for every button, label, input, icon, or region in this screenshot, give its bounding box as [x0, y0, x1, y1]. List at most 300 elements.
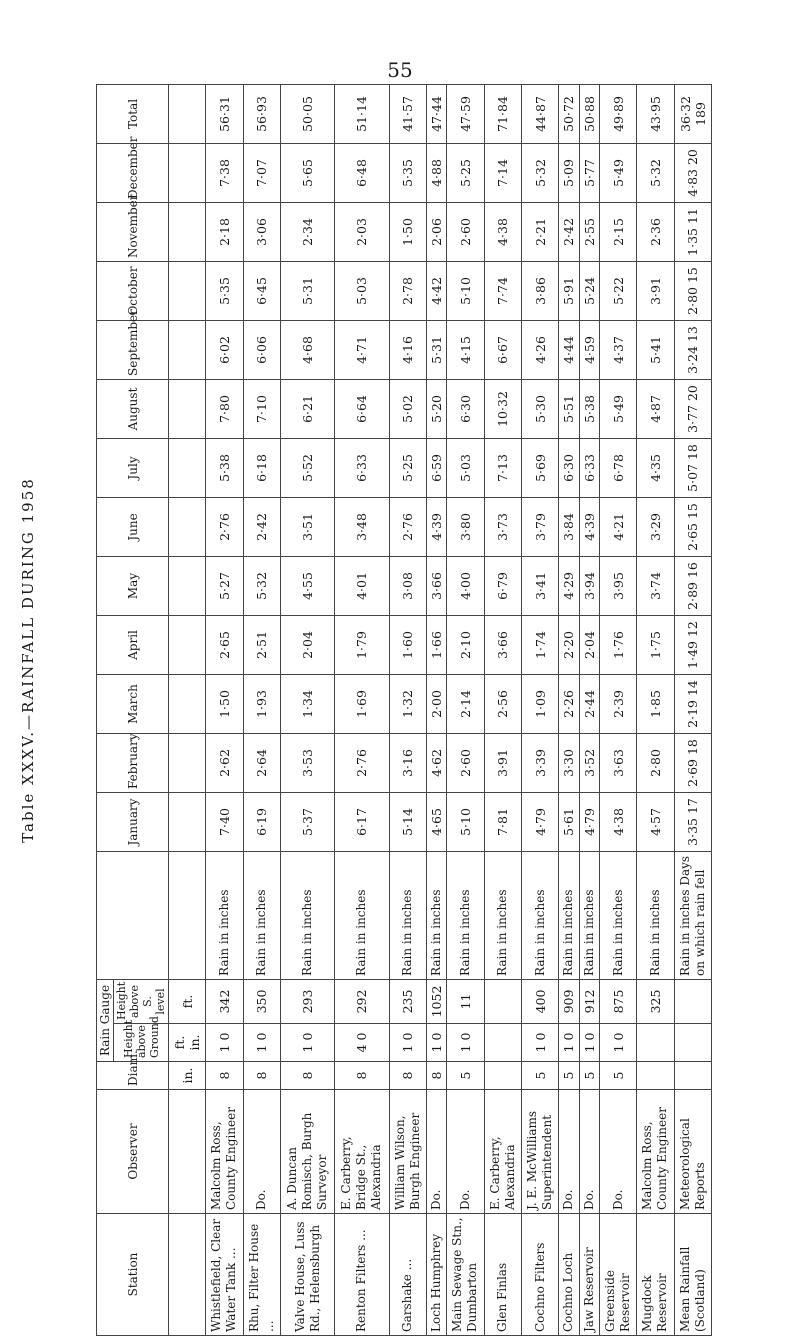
- table-row: [447, 84, 484, 1335]
- desc-cell: Rain in inches: [389, 851, 426, 979]
- diam-cell: 8: [335, 1062, 389, 1090]
- rainfall-value-cell: 2·34: [280, 202, 334, 261]
- rainfall-value-cell: 3·41: [521, 556, 558, 615]
- table-row: [426, 84, 446, 1335]
- height-ground-cell: 1 0: [243, 1024, 280, 1062]
- rainfall-value-cell: 6·59: [426, 438, 446, 497]
- rainfall-value-cell: 2·03: [335, 202, 389, 261]
- rainfall-value-cell: 5·41: [637, 320, 674, 379]
- diam-cell: [637, 1062, 674, 1090]
- rainfall-value-cell: 49·89: [599, 84, 636, 143]
- rainfall-value-cell: 10·32: [484, 379, 521, 438]
- rainfall-value-cell: 6·17: [335, 792, 389, 851]
- height-sea-cell: 1052: [426, 979, 446, 1023]
- header-height-ground: Height above Ground: [114, 1024, 169, 1062]
- observer-cell: Do.: [599, 1090, 636, 1214]
- rainfall-value-cell: 5·38: [206, 438, 243, 497]
- desc-cell: Rain in inches: [243, 851, 280, 979]
- rainfall-value-cell: 51·14: [335, 84, 389, 143]
- rainfall-value-cell: 5·31: [426, 320, 446, 379]
- rainfall-value-cell: 2·15: [599, 202, 636, 261]
- height-sea-cell: 400: [521, 979, 558, 1023]
- rainfall-value-cell: 6·48: [335, 143, 389, 202]
- rainfall-value-cell: 4·88: [426, 143, 446, 202]
- rainfall-value-cell: 1·34: [280, 674, 334, 733]
- height-ground-cell: 1 0: [599, 1024, 636, 1062]
- height-sea-cell: 292: [335, 979, 389, 1023]
- rainfall-value-cell: 4·55: [280, 556, 334, 615]
- height-sea-cell: 342: [206, 979, 243, 1023]
- rainfall-value-cell: 1·50: [389, 202, 426, 261]
- header-month: Total: [97, 84, 169, 143]
- header-observer: Observer: [97, 1090, 169, 1214]
- rainfall-value-cell: 2·20: [559, 615, 579, 674]
- rainfall-value-cell: 56·93: [243, 84, 280, 143]
- rainfall-value-cell: 1·79: [335, 615, 389, 674]
- rainfall-value-cell: 2·39: [599, 674, 636, 733]
- observer-cell: Meteorological Reports: [674, 1090, 711, 1214]
- rainfall-value-cell: 2·42: [559, 202, 579, 261]
- rainfall-value-cell: 5·10: [447, 792, 484, 851]
- table-title: Table XXXV.—RAINFALL DURING 1958: [19, 477, 37, 843]
- rainfall-value-cell: 5·10: [447, 261, 484, 320]
- height-ground-cell: 1 0: [559, 1024, 579, 1062]
- rainfall-value-cell: 6·33: [579, 438, 599, 497]
- observer-cell: Do.: [243, 1090, 280, 1214]
- rainfall-value-cell: 4·26: [521, 320, 558, 379]
- header-month: November: [97, 202, 169, 261]
- diam-cell: [674, 1062, 711, 1090]
- station-cell: Cochno Loch: [559, 1214, 579, 1336]
- rainfall-value-cell: 7·74: [484, 261, 521, 320]
- desc-cell: Rain in inches: [579, 851, 599, 979]
- height-ground-cell: 1 0: [280, 1024, 334, 1062]
- rainfall-value-cell: 1·69: [335, 674, 389, 733]
- diam-cell: 5: [579, 1062, 599, 1090]
- header-month: July: [97, 438, 169, 497]
- rainfall-value-cell: 5·25: [447, 143, 484, 202]
- rainfall-value-cell: 50·05: [280, 84, 334, 143]
- rainfall-value-cell: 4·39: [579, 497, 599, 556]
- rainfall-value-cell: 2·04: [280, 615, 334, 674]
- rainfall-value-cell: 1·74: [521, 615, 558, 674]
- height-ground-cell: [637, 1024, 674, 1062]
- rainfall-value-cell: 5·91: [559, 261, 579, 320]
- table-row: [579, 84, 599, 1335]
- rainfall-value-cell: 7·38: [206, 143, 243, 202]
- rainfall-value-cell: 5·14: [389, 792, 426, 851]
- rainfall-value-cell: 2·56: [484, 674, 521, 733]
- rainfall-value-cell: 2·19 14: [674, 674, 711, 733]
- header-month: December: [97, 143, 169, 202]
- station-cell: Whistlefield, Clear Water Tank ...: [206, 1214, 243, 1336]
- rainfall-value-cell: 2·69 18: [674, 733, 711, 792]
- desc-cell: Rain in inches: [280, 851, 334, 979]
- rainfall-value-cell: 2·06: [426, 202, 446, 261]
- rainfall-value-cell: 3·73: [484, 497, 521, 556]
- rainfall-value-cell: 3·52: [579, 733, 599, 792]
- rainfall-value-cell: 6·64: [335, 379, 389, 438]
- rainfall-value-cell: 4·57: [637, 792, 674, 851]
- table-row: [674, 84, 711, 1335]
- rainfall-value-cell: 1·09: [521, 674, 558, 733]
- rainfall-value-cell: 1·50: [206, 674, 243, 733]
- station-cell: Valve House, Luss Rd., Helensburgh: [280, 1214, 334, 1336]
- height-ground-cell: 1 0: [579, 1024, 599, 1062]
- rainfall-value-cell: 3·95: [599, 556, 636, 615]
- height-ground-cell: 4 0: [335, 1024, 389, 1062]
- header-height-sea: Height above S. level: [114, 979, 169, 1023]
- station-cell: Greenside Reservoir: [599, 1214, 636, 1336]
- rainfall-value-cell: 3·66: [426, 556, 446, 615]
- rainfall-value-cell: 5·37: [280, 792, 334, 851]
- rainfall-value-cell: 2·21: [521, 202, 558, 261]
- rainfall-value-cell: 36·32 189: [674, 84, 711, 143]
- rainfall-value-cell: 1·93: [243, 674, 280, 733]
- desc-cell: Rain in inches: [426, 851, 446, 979]
- rainfall-value-cell: 4·68: [280, 320, 334, 379]
- rainfall-value-cell: 5·02: [389, 379, 426, 438]
- station-cell: Mean Rainfall (Scotland): [674, 1214, 711, 1336]
- rainfall-value-cell: 2·76: [389, 497, 426, 556]
- rainfall-value-cell: 3·63: [599, 733, 636, 792]
- rainfall-value-cell: 2·62: [206, 733, 243, 792]
- observer-cell: Do.: [579, 1090, 599, 1214]
- rainfall-value-cell: 7·80: [206, 379, 243, 438]
- rainfall-value-cell: 4·42: [426, 261, 446, 320]
- unit-diam: in.: [169, 1062, 206, 1090]
- height-ground-cell: 1 0: [447, 1024, 484, 1062]
- desc-cell: Rain in inches: [637, 851, 674, 979]
- rainfall-value-cell: 4·87: [637, 379, 674, 438]
- rainfall-value-cell: 5·27: [206, 556, 243, 615]
- rainfall-value-cell: 5·09: [559, 143, 579, 202]
- desc-cell: Rain in inches Days on which rain fell: [674, 851, 711, 979]
- rainfall-value-cell: 3·06: [243, 202, 280, 261]
- station-cell: Rhu, Filter House ...: [243, 1214, 280, 1336]
- rainfall-value-cell: 3·51: [280, 497, 334, 556]
- rainfall-value-cell: 3·48: [335, 497, 389, 556]
- rainfall-value-cell: 3·66: [484, 615, 521, 674]
- rainfall-value-cell: 4·21: [599, 497, 636, 556]
- rainfall-value-cell: 7·13: [484, 438, 521, 497]
- station-cell: Cochno Filters: [521, 1214, 558, 1336]
- rainfall-value-cell: 47·44: [426, 84, 446, 143]
- header-month: January: [97, 792, 169, 851]
- rainfall-value-cell: 2·44: [579, 674, 599, 733]
- observer-cell: E. Carberry, Alexandria: [484, 1090, 521, 1214]
- rainfall-value-cell: 2·10: [447, 615, 484, 674]
- desc-cell: Rain in inches: [206, 851, 243, 979]
- height-ground-cell: 1 0: [206, 1024, 243, 1062]
- station-cell: Mugdock Reservoir: [637, 1214, 674, 1336]
- desc-cell: Rain in inches: [447, 851, 484, 979]
- rainfall-value-cell: 6·79: [484, 556, 521, 615]
- rainfall-value-cell: 2·60: [447, 733, 484, 792]
- diam-cell: 8: [243, 1062, 280, 1090]
- height-sea-cell: 909: [559, 979, 579, 1023]
- height-ground-cell: 1 0: [389, 1024, 426, 1062]
- desc-cell: Rain in inches: [521, 851, 558, 979]
- rainfall-value-cell: 2·14: [447, 674, 484, 733]
- rainfall-value-cell: 2·36: [637, 202, 674, 261]
- header-month: March: [97, 674, 169, 733]
- rainfall-table-container: [96, 84, 712, 1336]
- rainfall-value-cell: 4·37: [599, 320, 636, 379]
- rainfall-value-cell: 6·06: [243, 320, 280, 379]
- rainfall-value-cell: 5·65: [280, 143, 334, 202]
- rainfall-value-cell: 2·65 15: [674, 497, 711, 556]
- rainfall-value-cell: 5·51: [559, 379, 579, 438]
- rainfall-value-cell: 50·88: [579, 84, 599, 143]
- header-month: June: [97, 497, 169, 556]
- height-sea-cell: 350: [243, 979, 280, 1023]
- station-cell: Main Sewage Stn., Dumbarton: [447, 1214, 484, 1336]
- diam-cell: 8: [426, 1062, 446, 1090]
- table-row: [243, 84, 280, 1335]
- rainfall-value-cell: 2·80: [637, 733, 674, 792]
- rainfall-value-cell: 5·49: [599, 379, 636, 438]
- diam-cell: 5: [447, 1062, 484, 1090]
- station-cell: Glen Finlas: [484, 1214, 521, 1336]
- rainfall-value-cell: 4·38: [484, 202, 521, 261]
- table-row: [521, 84, 558, 1335]
- rainfall-value-cell: 3·74: [637, 556, 674, 615]
- rainfall-value-cell: 2·80 15: [674, 261, 711, 320]
- rainfall-value-cell: 3·29: [637, 497, 674, 556]
- rainfall-value-cell: 2·55: [579, 202, 599, 261]
- table-row: [637, 84, 674, 1335]
- rainfall-value-cell: 2·76: [335, 733, 389, 792]
- page-number: 55: [387, 58, 413, 82]
- rainfall-value-cell: 47·59: [447, 84, 484, 143]
- desc-cell: Rain in inches: [335, 851, 389, 979]
- rainfall-value-cell: 5·20: [426, 379, 446, 438]
- rainfall-value-cell: 71·84: [484, 84, 521, 143]
- header-month: May: [97, 556, 169, 615]
- rainfall-value-cell: 6·18: [243, 438, 280, 497]
- rainfall-value-cell: 5·03: [335, 261, 389, 320]
- rainfall-value-cell: 4·38: [599, 792, 636, 851]
- rainfall-value-cell: 6·30: [447, 379, 484, 438]
- rainfall-value-cell: 1·75: [637, 615, 674, 674]
- desc-cell: Rain in inches: [559, 851, 579, 979]
- rainfall-value-cell: 1·85: [637, 674, 674, 733]
- rainfall-value-cell: 4·62: [426, 733, 446, 792]
- rainfall-value-cell: 6·02: [206, 320, 243, 379]
- rainfall-value-cell: 5·22: [599, 261, 636, 320]
- table-row: [335, 84, 389, 1335]
- rainfall-value-cell: 1·76: [599, 615, 636, 674]
- rainfall-value-cell: 5·32: [637, 143, 674, 202]
- table-row: [206, 84, 243, 1335]
- rainfall-value-cell: 2·26: [559, 674, 579, 733]
- header-desc: [97, 851, 169, 979]
- diam-cell: 8: [206, 1062, 243, 1090]
- rainfall-value-cell: 6·33: [335, 438, 389, 497]
- rainfall-value-cell: 6·67: [484, 320, 521, 379]
- table-row: [599, 84, 636, 1335]
- diam-cell: 5: [599, 1062, 636, 1090]
- rainfall-value-cell: 3·16: [389, 733, 426, 792]
- rainfall-value-cell: 4·65: [426, 792, 446, 851]
- header-month: April: [97, 615, 169, 674]
- rainfall-value-cell: 4·35: [637, 438, 674, 497]
- unit-sea: ft.: [169, 979, 206, 1023]
- rainfall-value-cell: 7·07: [243, 143, 280, 202]
- height-ground-cell: 1 0: [426, 1024, 446, 1062]
- rainfall-value-cell: 4·79: [521, 792, 558, 851]
- rainfall-value-cell: 5·32: [521, 143, 558, 202]
- rainfall-value-cell: 5·31: [280, 261, 334, 320]
- rainfall-value-cell: 7·40: [206, 792, 243, 851]
- height-ground-cell: [484, 1024, 521, 1062]
- rainfall-value-cell: 5·07 18: [674, 438, 711, 497]
- observer-cell: J. E. McWilliams Superintendent: [521, 1090, 558, 1214]
- desc-cell: Rain in inches: [599, 851, 636, 979]
- rainfall-value-cell: 3·91: [637, 261, 674, 320]
- rainfall-value-cell: 41·57: [389, 84, 426, 143]
- rainfall-value-cell: 2·42: [243, 497, 280, 556]
- rainfall-value-cell: 2·78: [389, 261, 426, 320]
- rainfall-value-cell: 3·53: [280, 733, 334, 792]
- diam-cell: [484, 1062, 521, 1090]
- rainfall-value-cell: 2·18: [206, 202, 243, 261]
- observer-cell: Malcolm Ross, County Engineer: [637, 1090, 674, 1214]
- observer-cell: A. Duncan Romisch, Burgh Surveyor: [280, 1090, 334, 1214]
- table-row: [280, 84, 334, 1335]
- rainfall-value-cell: 5·77: [579, 143, 599, 202]
- rainfall-value-cell: 4·71: [335, 320, 389, 379]
- rainfall-value-cell: 2·00: [426, 674, 446, 733]
- rainfall-value-cell: 1·32: [389, 674, 426, 733]
- table-body: [169, 84, 712, 1335]
- rainfall-value-cell: 6·19: [243, 792, 280, 851]
- rainfall-value-cell: 5·61: [559, 792, 579, 851]
- rainfall-value-cell: 2·51: [243, 615, 280, 674]
- station-cell: Loch Humphrey: [426, 1214, 446, 1336]
- rainfall-value-cell: 6·78: [599, 438, 636, 497]
- rainfall-value-cell: 6·30: [559, 438, 579, 497]
- table-row: [484, 84, 521, 1335]
- rainfall-value-cell: 2·76: [206, 497, 243, 556]
- rainfall-table: [96, 84, 712, 1336]
- height-ground-cell: 1 0: [521, 1024, 558, 1062]
- rainfall-value-cell: 5·30: [521, 379, 558, 438]
- rainfall-value-cell: 3·77 20: [674, 379, 711, 438]
- rainfall-value-cell: 4·01: [335, 556, 389, 615]
- rainfall-value-cell: 4·16: [389, 320, 426, 379]
- rainfall-value-cell: 56·31: [206, 84, 243, 143]
- rainfall-value-cell: 43·95: [637, 84, 674, 143]
- rainfall-value-cell: 3·91: [484, 733, 521, 792]
- rainfall-value-cell: 3·86: [521, 261, 558, 320]
- rainfall-value-cell: 4·83 20: [674, 143, 711, 202]
- rainfall-value-cell: 3·39: [521, 733, 558, 792]
- header-row-1: [97, 84, 114, 1335]
- height-sea-cell: [674, 979, 711, 1023]
- rainfall-value-cell: 4·59: [579, 320, 599, 379]
- desc-cell: Rain in inches: [484, 851, 521, 979]
- rainfall-value-cell: 5·35: [206, 261, 243, 320]
- units-row: [169, 84, 206, 1335]
- rainfall-value-cell: 4·29: [559, 556, 579, 615]
- height-sea-cell: 912: [579, 979, 599, 1023]
- observer-cell: Do.: [426, 1090, 446, 1214]
- rainfall-value-cell: 44·87: [521, 84, 558, 143]
- rainfall-value-cell: 5·38: [579, 379, 599, 438]
- height-sea-cell: 293: [280, 979, 334, 1023]
- observer-cell: Do.: [559, 1090, 579, 1214]
- height-sea-cell: 325: [637, 979, 674, 1023]
- rainfall-value-cell: 2·64: [243, 733, 280, 792]
- rainfall-value-cell: 7·10: [243, 379, 280, 438]
- header-rain-gauge: Rain Gauge: [97, 979, 114, 1061]
- rainfall-value-cell: 6·21: [280, 379, 334, 438]
- header-month: August: [97, 379, 169, 438]
- rainfall-value-cell: 2·60: [447, 202, 484, 261]
- height-ground-cell: [674, 1024, 711, 1062]
- height-sea-cell: [484, 979, 521, 1023]
- rainfall-value-cell: 2·89 16: [674, 556, 711, 615]
- diam-cell: 5: [559, 1062, 579, 1090]
- diam-cell: 8: [389, 1062, 426, 1090]
- station-cell: Renton Filters ...: [335, 1214, 389, 1336]
- rainfall-value-cell: 1·35 11: [674, 202, 711, 261]
- rainfall-value-cell: 3·08: [389, 556, 426, 615]
- rainfall-value-cell: 5·49: [599, 143, 636, 202]
- rainfall-value-cell: 1·49 12: [674, 615, 711, 674]
- rainfall-value-cell: 5·32: [243, 556, 280, 615]
- station-cell: Garshake ...: [389, 1214, 426, 1336]
- rainfall-value-cell: 4·44: [559, 320, 579, 379]
- height-sea-cell: 11: [447, 979, 484, 1023]
- rainfall-value-cell: 3·80: [447, 497, 484, 556]
- diam-cell: 5: [521, 1062, 558, 1090]
- table-row: [389, 84, 426, 1335]
- rainfall-value-cell: 7·81: [484, 792, 521, 851]
- rainfall-value-cell: 5·24: [579, 261, 599, 320]
- table-row: [559, 84, 579, 1335]
- rainfall-value-cell: 4·39: [426, 497, 446, 556]
- rainfall-value-cell: 5·35: [389, 143, 426, 202]
- rainfall-value-cell: 5·52: [280, 438, 334, 497]
- rainfall-value-cell: 2·65: [206, 615, 243, 674]
- header-month: February: [97, 733, 169, 792]
- rainfall-value-cell: 50·72: [559, 84, 579, 143]
- rainfall-value-cell: 3·35 17: [674, 792, 711, 851]
- header-diam: Diam.: [97, 1062, 169, 1090]
- rainfall-value-cell: 5·25: [389, 438, 426, 497]
- header-month: October: [97, 261, 169, 320]
- height-sea-cell: 875: [599, 979, 636, 1023]
- rainfall-value-cell: 3·30: [559, 733, 579, 792]
- unit-ground: ft. in.: [169, 1024, 206, 1062]
- rainfall-value-cell: 5·69: [521, 438, 558, 497]
- rainfall-value-cell: 2·04: [579, 615, 599, 674]
- header-month: September: [97, 320, 169, 379]
- rainfall-value-cell: 4·15: [447, 320, 484, 379]
- header-station: Station: [97, 1214, 169, 1336]
- rainfall-value-cell: 3·24 13: [674, 320, 711, 379]
- rainfall-value-cell: 6·45: [243, 261, 280, 320]
- observer-cell: Malcolm Ross, County Engineer: [206, 1090, 243, 1214]
- diam-cell: 8: [280, 1062, 334, 1090]
- rainfall-value-cell: 3·84: [559, 497, 579, 556]
- rainfall-value-cell: 7·14: [484, 143, 521, 202]
- rainfall-value-cell: 1·60: [389, 615, 426, 674]
- rainfall-value-cell: 4·00: [447, 556, 484, 615]
